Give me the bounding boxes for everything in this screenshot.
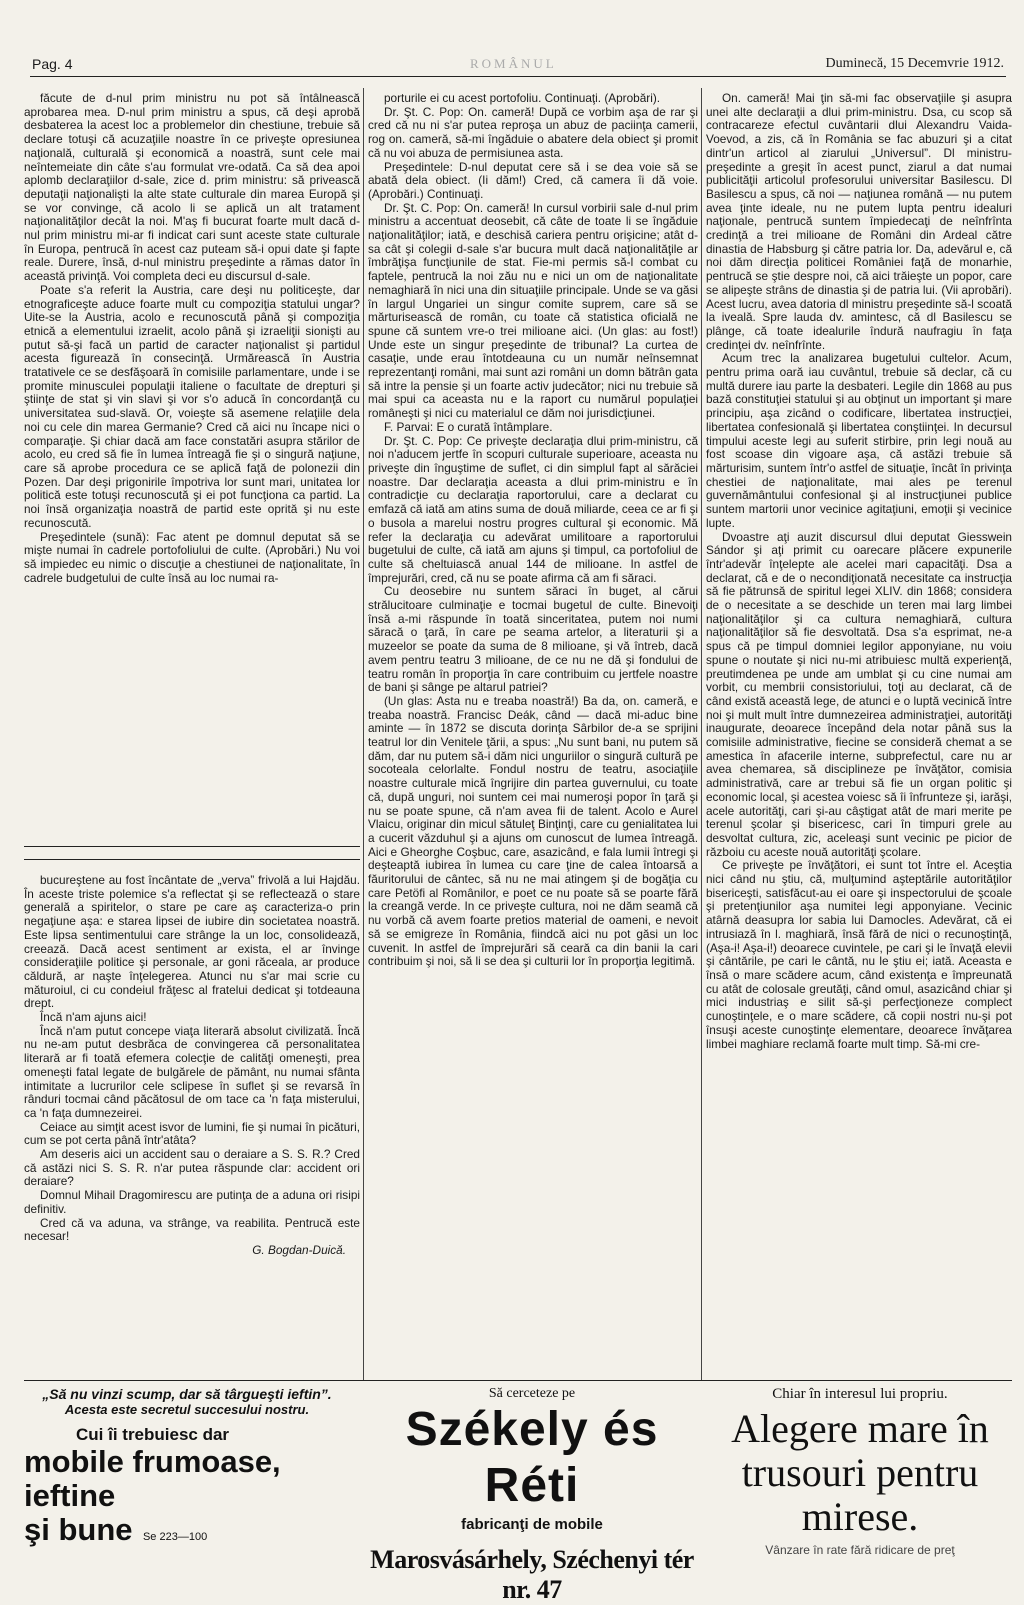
ad-code: Se 223—100 xyxy=(142,1531,208,1543)
paragraph: Ceiace au simţit acest isvor de lumini, fie şi numai în picături, cum se pot certa până într'atâta? xyxy=(24,1119,360,1148)
paragraph: Cred că va aduna, va strânge, va reabilita. Pentrucă este necesar! xyxy=(24,1215,360,1244)
paragraph: Dr. Şt. C. Pop: Ce priveşte declaraţia dlui prim-ministru, că noi n'aducem jertfe în scopuri culturale superioare, aceasta nu priveşte din înguştime de suflet, ci din simplul fapt al sărăciei noastre. Dar declaraţia aceasta a dlui prim-ministru e în contradicţie cu declaraţia raportorului, care a declarat cu emfază că iată am atins suma de două miliarde, ceea ce ar fi şi o busola a marelui nostru progres cultural şi economic. Mă refer la declaraţia cu adevărat umilitoare a raportorului bugetului de culte, că iată am ajuns şi timpul, ca portofoliul de culte să cheltuiască anual 144 de milioane. In astfel de împrejurări, cred, că nu se poate afirma că am fi săraci. xyxy=(368,433,698,585)
paragraph: Dvoastre aţi auzit discursul dlui deputat Giesswein Sándor şi aţi primit cu oarecare plăcere expunerile într'adevăr înţelepte ale acelei mari capacităţi. Dsa a declarat, că e de o necondiţionată necesitate ca instrucţia să fie pătrunsă de spiritul legei XLIV. din 1868; considera de o necesitate a se deschide un teren mai larg limbei naţionalităţilor şi ca cultura nemaghiară, cultura naţionalităţilor să fie desvoltată. Dsa s'a esprimat, ne-a spus că pe timpul domniei legilor apponyiane, nu voiu spune o noutate şi nici nu-mi atribuiesc multă experienţă, preutimdenea pe unde am umblat şi cu cine numai am vorbit, cu membrii consistoriului, toţi au declarat, că de când există această lege, de atunci e o luptă vecinică între noi şi mult mult între dumnezeirea administraţiei, autorităţi inaugurate, deoarece începând dela notar până sus la comisiile administrative, fiecine se consideră chemat a se amestica în afacerile interne, subprefectul, care nu ar avea chemarea, să disciplineze pe învăţător, comisia administrativă, care ar trebui să fie un organ politic şi economic local, şi acestea voiesc să îi înfrunteze şi, iarăşi, acele autorităţi, cari şi-au câştigat atât de mari merite pe terenul şcolar şi bisericesc, cari în timpuri grele au desvoltat cultura, zic, aceleaşi sunt vecinic pe picior de războiu cu aceste nouă autorităţi şcolare. xyxy=(706,529,1012,859)
paragraph: Preşedintele (sună): Fac atent pe domnul deputat să se mişte numai în cadrele portofoliului de culte. (Aprobări.) Nu voi să impiedec eu nimic o discuţie a chestiunei de naţionalitate, în cadrele budgetului de culte însă au loc numai ra- xyxy=(24,529,360,585)
ad-subtitle: Acesta este secretul succesului nostru. xyxy=(64,1402,310,1417)
ad-slogan: „Să nu vinzi scump, dar să târgueşti ieftin”. xyxy=(42,1386,332,1402)
paragraph: F. Parvai: E o curată întâmplare. xyxy=(384,419,553,434)
ad-headline: şi bune xyxy=(24,1512,133,1547)
ad-furniture-center xyxy=(364,1386,700,1604)
column-2 xyxy=(368,92,698,1374)
paragraph: porturile ei cu acest portofoliu. Continuaţi. (Aprobări). xyxy=(384,92,661,105)
paragraph: Preşedintele: D-nul deputat cere să i se dea voie să se abată dela obiect. (Ii dăm!) Cred, că camera îi dă voie. (Aprobări.) Continuaţi. xyxy=(368,159,698,201)
ad-intro: Chiar în interesul lui propriu. xyxy=(772,1386,948,1402)
ad-address: Marosvásárhely, Széchenyi tér nr. 47 xyxy=(370,1545,694,1604)
column-divider xyxy=(701,88,702,1380)
ad-headline: Alegere mare în trusouri pentru mirese. xyxy=(731,1406,989,1539)
ad-line: Cui îi trebuiesc dar xyxy=(76,1425,230,1444)
paragraph: Ce priveşte pe învăţători, ei sunt tot între el. Aceştia nici când nu ştiu, că, mulţumind aşteptările autorităţilor bisericeşti, satisfăcut-au ei oare şi inspectorului de şcoale şi pretenţiunilor aşa numitei legi apponyiane. Vecinic atârnă deasupra lor sabia lui Damocles. Adevărat, că ei intrusiază în l. maghiară, însă fără de nici o recunoştinţă, (Aşa-i! Aşa-i!) deoarece cuvintele, pe cari şi le învaţă elevii şi cântările, pe cari le cântă, nu le ştiu ei; iată. Aceasta e însă o mare scădere acum, când existenţa e împreunată cu atât de colosale greutăţi, când omul, asazicând chiar şi mici industriaş e silit să-şi perfecţioneze complect cunoştinţele, e o mare scădere, că copii nostri nu-şi pot însuşi aceste cunoştinţe elementare, deoarece învăţarea limbei maghiare reclamă foarte mult timp. Să-mi cre- xyxy=(706,858,1012,1051)
paragraph: Poate s'a referit la Austria, care deşi nu politiceşte, dar etnograficeşte aduce foarte mult cu compoziţia statului ungar? Uite-se la Austria, acolo e recunoscută până şi compoziţia etnică a elementului izraelit, acolo până şi izraeliţii sionişti au putut să-şi facă un partid de caracter naţionalist şi partidul acesta figurează în consecinţă. Urmărească în Austria tratativele ce se desfăşoară în comisiile parlamentare, unde i se promite minusculei populaţii italiene o facultate de drepturi şi ştiinţe de stat şi vin slavi şi vor s'o aducă în concordanţă cu universitatea sud-slavă. Or, voieşte să asemene relaţiile dela noi cu cele din marea Germanie? Cred că aici nu încape nici o comparaţie. Şi chiar dacă am face constatări asupra stărilor de acolo, eu cred să fie în lumea întreagă fie şi o singură naţiune, care să aprobe procedura ce se aplică faţă de polonezii din Pozen. Dar deşi prigonirile împotriva lor sunt mari, unitatea lor politică este totuşi recunoscută şi ei pot funcţiona ca partid. La noi însă organizaţia noastră de partid este oprită şi nu este recunoscută. xyxy=(24,282,360,530)
page-header xyxy=(30,52,1006,77)
ad-intro: Să cerceteze pe xyxy=(488,1386,576,1401)
ad-company-name: Székely és Réti xyxy=(405,1403,659,1512)
ad-furniture-left xyxy=(24,1386,350,1546)
paragraph: Dr. Şt. C. Pop: On. cameră! In cursul vorbirii sale d-nul prim ministru a accentuat deosebit, că câte de toate li se îngăduie naţionalităţilor; iată, e deschisă cariera pentru orişicine; atât d-sa cât şi colegii d-sale s'ar bucura mult dacă naţionalităţile ar îmbrăţişa funcţiunile de stat. Fie-mi permis să-l combat cu faptele, pentrucă la noi zău nu e nici un om de naţionalitate nemaghiară în nici una din situaţiile principale. Unde se va găsi în largul Ungariei un singur comite suprem, care să se mărturisească de român, cu toate că statistica oficială ne spune că suntem vre-o trei milioane aici. (Un glas: au fost!) Unde este un singur preşedinte de tribunal? La curtea de casaţie, unde erau întotdeauna cu un număr neînsemnat reprezentanţi români, mai sunt azi români un domn bătrân gata să intre la pensie şi un foarte activ judecător; nici nu trebuie să mai spui ca aceasta nu e la raport cu numărul populaţiei româneşti şi nici cu materialul ce dăm noi jurisdicţiunei. xyxy=(368,200,698,421)
paragraph: făcute de d-nul prim ministru nu pot să întâlnească aprobarea mea. D-nul prim ministru a spus, că deşi aprobă desbaterea la acest loc a problemelor din chestiune, trebuie să declare totuşi că acuzaţiile noastre în ce priveşte opresiunea naţională, culturală şi economică a noastră, sunt cele mai neîntemeiate din câte s'au formulat vre-odată. Ca să dea apoi aplomb declaraţiilor d-sale, zice d. prim ministru: să privească deputaţii naţionalişti la alte state culturale din marea Europă şi se vor convinge, că acolo li se aplică un alt tratament naţionalităţilor decât la noi. M'aş fi bucurat foarte mult dacă d-nul prim ministru mi-ar fi indicat cari sunt aceste state culturale în Europa, pentrucă în acest caz puteam să-i opui date şi fapte reale. Durere, însă, d-nul ministru preşedinte a rămas dator în aceastǎ privinţă. Voi completa deci eu discursul d-sale. xyxy=(24,92,360,284)
paragraph: Domnul Mihail Dragomirescu are putinţa de a aduna ori risipi definitiv. xyxy=(24,1188,360,1216)
article-parliament-continued xyxy=(24,92,360,832)
page-number: Pag. 4 xyxy=(32,56,73,72)
ad-tagline: fabricanţi de mobile xyxy=(461,1516,603,1533)
paragraph: Acum trec la analizarea bugetului cultelor. Acum, pentru prima oară iau cuvântul, trebuie să declar, că cu multă durere iau parte la desbateri. Legile din 1868 au pus bază constituţiei statului şi au obţinut un important şi mare principiu, aşa zicând o codificare, libertatea instrucţiei, libertatea confesională şi libertatea conştiinţei. In decursul timpului aceste legi au suferit stirbire, prin legi nouă au fost scoase din vigoare aşa, că astăzi trebuie să mărturisim, suntem într'o astfel de situaţie, încât în privinţa chestiei de naţionalitate, mai ales pe terenul guvernământului confesional şi al instrucţiunei publice suntem martorii unor vecinice agitaţiuni, emoţii şi vecinice lupte. xyxy=(706,351,1012,530)
masthead: ROMÂNUL xyxy=(470,56,557,71)
ad-headline: mobile frumoase, ieftine xyxy=(24,1444,281,1513)
paragraph: Cu deosebire nu suntem săraci în buget, al cărui strălucitoare culminaţie e tocmai bugetul de culte. Binevoiţi însă a-mi răspunde în toată sinceritatea, putem noi numi săracă o ţară, în care pe seama artelor, a literaturii şi a muzeelor se poate da suma de 8 milioane, şi vă întreb, dacă avem pentru teatru 3 milioane, de ce nu ne dă şi fondului de teatru român în proporţia în care contribuim cu jertfele noastre de bani şi sânge pe altarul patriei? xyxy=(368,584,698,695)
paragraph: Am deseris aici un accident sau o deraiare a S. S. R.? Cred că astăzi nici S. S. R. n'ar putea răspunde clar: accident ori deraiare? xyxy=(24,1147,360,1189)
paragraph: On. cameră! Mai ţin să-mi fac observaţiile şi asupra unei alte declaraţii a dlui prim-ministru. Dsa, cu scop să contracareze efectul cuvântarii dlui Alexandru Vaida-Voevod, a zis, că în România se fac abuzuri şi a citat dintr'un articol al ziarului „Universul”. Dl ministru-preşedinte a greşit în acest punct, ziarul a dat numai publicităţii articolul profesorului universitar Basilescu. Dl Basilescu a spus, că noi — naţiunea română — nu putem avea ţinte ideale, nu ne putem lupta pentru idealuri naţionale, pentrucă suntem împiedecaţi de neînfrînta credinţă a trei milioane de Români din Ardeal către dinastia de Habsburg şi către patria lor. Da, adevărul e, că noi dăm direcţia politicei României faţă de monarhie, pentrucă se ştie despre noi, că aici trăieşte un popor, care se alipeşte strâns de dinastia şi de patria lui. (Vii aprobări). Acest lucru, avea datoria dl ministru preşedinte să-l scoată la iveală. Spre lauda dv. amintesc, că dl Basilescu se plânge, că toate idealurile îndură naufragiu în faţa credinţei dv. neînfrînte. xyxy=(706,92,1012,352)
issue-date: Duminecă, 15 Decemvrie 1912. xyxy=(825,56,1004,71)
paragraph: bucureştene au fost încântate de „verva” frivolă a lui Hajdău. În aceste triste polemice s'a reflectat şi se reflectează o stare generală a spiritelor, o stare pe care aş caracteriza-o prin negaţiune aşa: e starea lipsei de iubire din societatea noastră. Este lipsa sentimentului care strânge la un loc, consolidează, creează. Dacă acest sentiment ar exista, el ar învinge consideraţiile politice şi personale, ar goni răceala, ar produce căldură, ar naşte înţelegerea. Atunci nu s'ar mai scrie cu măturoiul, ci cu condeiul frăţesc al fratelui dedicat şi totdeauna drept. xyxy=(24,874,360,1011)
author-signature: G. Bogdan-Duică. xyxy=(252,1242,346,1257)
paragraph: Încă n'am ajuns aici! xyxy=(40,1010,147,1025)
section-separator xyxy=(24,846,360,860)
ad-subline: Vânzare în rate fără ridicare de preţ xyxy=(765,1543,955,1557)
ad-trousseau-right xyxy=(708,1386,1012,1557)
ads-divider xyxy=(24,1380,1012,1381)
column-divider xyxy=(363,88,364,1380)
column-3 xyxy=(706,92,1012,1374)
paragraph: (Un glas: Asta nu e treaba noastră!) Ba da, on. cameră, e treaba noastră. Francisc Deák, când — dacă mi-aduc bine aminte — în 1872 se discuta dorinţa Sârbilor de-a se sprijini teatrul lor din Venitele ţării, a spus: „Nu sunt bani, nu putem să dăm, dar nu putem să-i dăm nici unguriilor o singură cultură pe socoteala celorlalte. Fondul nostru de teatru, asociaţiile noastre culturale mică îngrijire din partea guvernului, cu toate că, după unguri, noi suntem cei mai numeroşi popor în ţară şi nu se poate spune, că n'am avea fii de talent. Acolo e Aurel Vlaicu, originar din micul sătuleţ Binţinţi, care cu genialitatea lui a cucerit văzduhul şi a ajuns om cunoscut de lumea întreagă. Aici e Gheorghe Coşbuc, care, asazicând, e fala lumii întregi şi deşteaptă iubirea în lumea cu care ţine de calea întoarsă a făuritorului de cântec, să nu ne mai atingem şi de bogăţia cu care Petöfi al Românilor, e poet ce nu poate să se poarte fără la creangă verde. In ce priveşte cultura, noi ne dăm seamă că nu vorbă că avem foarte pretios material de oameni, e nevoit să se emigreze în România, fiindcă aici nu pot găsi un loc cuvenit. In astfel de împrejurări să ceară ca din banii la cari contribuim şi noi, să li se dea şi culturii lor în proporţia legitimă. xyxy=(368,693,698,969)
paragraph: Dr. Şt. C. Pop: On. cameră! După ce vorbim aşa de rar şi cred că nu ni s'ar putea reproşa un abuz de paciinţa camerii, rog on. cameră, să-mi îngăduie o abatere dela obiect şi promit că nu voi abuza de permisiunea asta. xyxy=(368,104,698,160)
paragraph: Încă n'am putut concepe viaţa literară absolut civilizată. Încă nu ne-am putut desbrăca de convingerea că personalitatea literară ar fi toată efemera colecţie de calităţi omeneşti, prea omeneşti fatal legate de bulgărele de pământ, nu numai sfânta intimitate a lucrurilor cele sclipese în suflet şi se revarsă în rânduri tocmai când păcătosul de om tace ca 'n faţa misterului, ca 'n faţa dumnezeirei. xyxy=(24,1023,360,1120)
article-literary xyxy=(24,874,360,1364)
column-1 xyxy=(24,92,360,1374)
